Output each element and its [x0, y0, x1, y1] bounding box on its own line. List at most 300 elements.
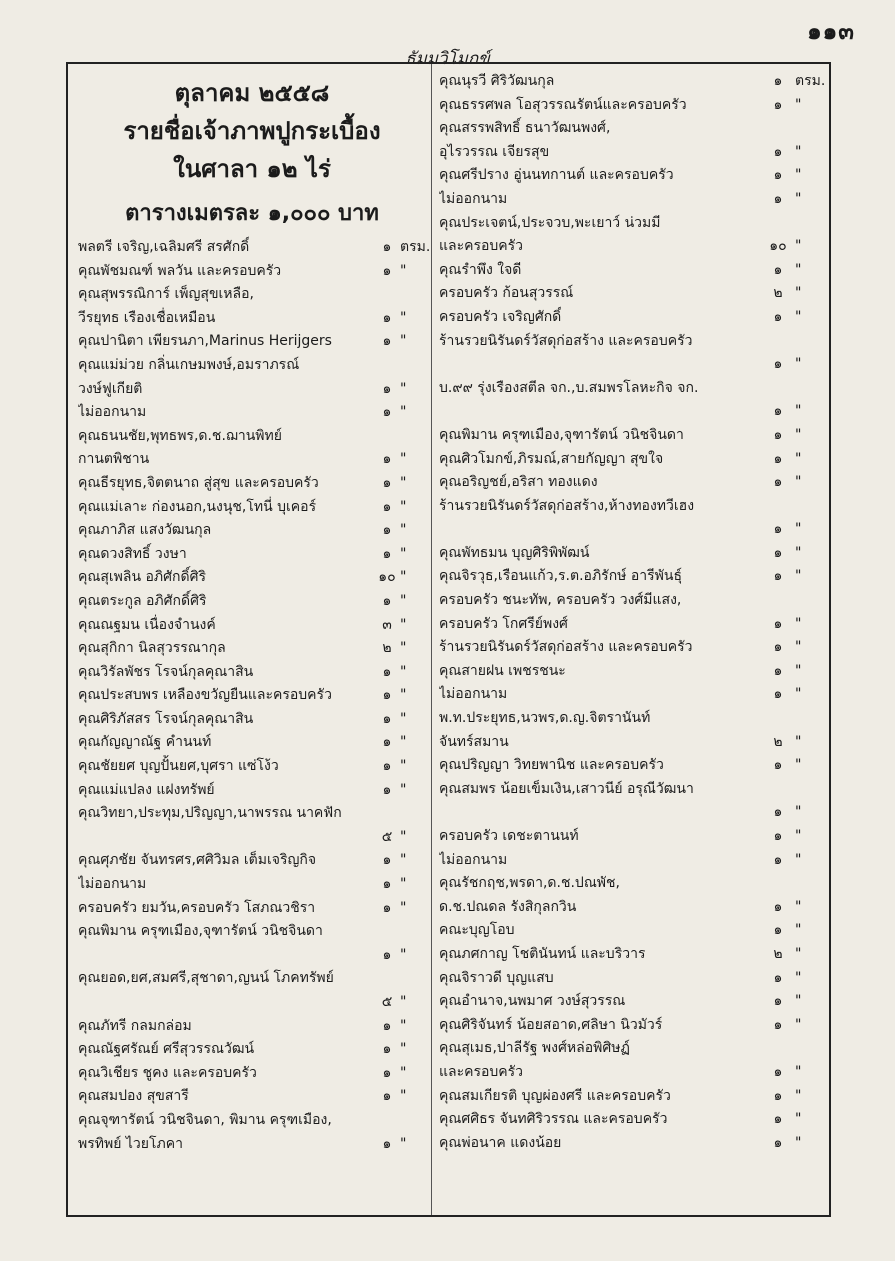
donor-list-frame [66, 62, 831, 1217]
donor-qty: ๒ [382, 640, 392, 657]
donor-qty: ๓ [382, 616, 392, 633]
donor-name: ร้านรวยนิรันดร์วัสดุก่อสร้าง,ห้างทองทวีเฮง [439, 497, 695, 514]
donor-name: คุณศิริภัสสร โรจน์กุลคุณาสิน [78, 710, 254, 727]
donor-unit: " [795, 190, 802, 207]
donor-name: ไม่ออกนาม [78, 876, 147, 893]
donor-row [439, 94, 823, 118]
donor-row [78, 425, 424, 449]
donor-qty: ๑ [382, 663, 392, 680]
donor-name: คุณวิทยา,ประทุม,ปริญญา,นาพรรณ นาคฟัก [78, 805, 342, 822]
donor-name: คุณณัฐศรัณย์ ศรีสุวรรณวัฒน์ [78, 1041, 255, 1058]
donor-row [439, 1132, 823, 1156]
donor-name: คุณนุรวี ศิริวัฒนกุล [439, 73, 555, 89]
donor-row [439, 707, 823, 731]
donor-row [78, 967, 424, 991]
donor-name: คุณศรีปราง อู่นนทกานต์ และครอบครัว [439, 167, 674, 184]
donor-qty: ๑ [382, 545, 392, 562]
donor-row [439, 495, 823, 519]
donor-qty: ๕ [381, 994, 393, 1010]
donor-name: คุณปานิตา เพียรนภา,Marinus Herijgers [78, 333, 332, 350]
donor-row [78, 1109, 424, 1133]
donor-row [439, 212, 823, 236]
donor-qty: ๑ [773, 426, 783, 443]
donor-unit: " [400, 946, 407, 963]
donor-name: คุณศิวโมกข์,ภิรมณ์,สายกัญญา สุขใจ [439, 450, 664, 467]
donor-row [439, 660, 823, 684]
donor-unit: " [400, 333, 407, 350]
donor-row [78, 283, 424, 307]
donor-row [78, 1133, 424, 1157]
donor-unit: " [400, 616, 407, 633]
donor-row [78, 448, 424, 472]
donor-qty: ๑ [382, 309, 392, 326]
donor-qty: ๒ [773, 945, 783, 962]
donor-name: กานตพิชาน [78, 451, 150, 468]
donor-unit: " [795, 898, 802, 915]
donor-row [439, 164, 823, 188]
donor-name: คุณจุฑารัตน์ วนิชจินดา, พิมาน ครุฑเมือง, [78, 1111, 332, 1128]
donor-name: บ.๙๙ รุ่งเรืองสตีล จก.,บ.สมพรโลหะกิจ จก. [439, 379, 699, 396]
donor-qty: ๑ [773, 544, 783, 561]
donor-unit: " [400, 640, 407, 657]
donor-name: คุณพิมาน ครุฑเมือง,จุฑารัตน์ วนิชจินดา [78, 923, 323, 940]
donor-qty: ๕ [381, 828, 393, 845]
donor-qty: ๑ [773, 662, 783, 679]
donor-row [439, 424, 823, 448]
donor-name: คุณสรรพสิทธิ์ ธนาวัฒนพงศ์, [439, 120, 611, 137]
donor-name: ด.ช.ปณดล รังสิกุลกวิน [439, 898, 577, 915]
donor-name: คุณตระกูล อภิศักดิ์ศิริ [78, 592, 207, 609]
donor-qty: ๑ [773, 639, 783, 656]
donor-row [78, 637, 424, 661]
donor-row [78, 802, 424, 826]
donor-qty: ๑ [382, 262, 392, 279]
donor-unit: " [795, 615, 802, 632]
donor-qty: ๑ [382, 876, 392, 893]
donor-row [78, 236, 431, 260]
donor-row [439, 1037, 823, 1061]
donor-unit: " [795, 426, 802, 443]
donor-unit: " [795, 945, 802, 962]
donor-qty: ๑ [773, 615, 783, 632]
donor-row [439, 70, 826, 94]
donor-row [439, 306, 823, 330]
donor-name: จันทร์สมาน [439, 733, 509, 750]
donor-row [439, 754, 823, 778]
donor-row [78, 779, 424, 803]
donor-row [439, 235, 823, 259]
donor-unit: " [795, 285, 802, 302]
donor-name: อุไรวรรณ เจียรสุข [439, 143, 550, 160]
donor-name: คุณสายฝน เพชรชนะ [439, 662, 566, 679]
donor-unit: " [400, 380, 407, 397]
donor-unit: " [795, 969, 802, 986]
donor-row [439, 259, 823, 283]
donor-qty: ๑ [382, 710, 392, 727]
donor-row [78, 1085, 424, 1109]
donor-name: ไม่ออกนาม [439, 190, 508, 207]
donor-row [439, 141, 823, 165]
donor-qty: ๑ [773, 1134, 783, 1151]
donor-unit: " [400, 569, 407, 586]
donor-name: ครอบครัว ก้อนสุวรรณ์ [439, 285, 574, 302]
donor-qty: ๑ [773, 898, 783, 915]
donor-name: คุณวิเชียร ชูคง และครอบครัว [78, 1064, 257, 1081]
donor-name: คณะบุญโอบ [439, 922, 515, 939]
donor-qty: ๑ [382, 734, 392, 751]
donor-qty: ๑ [773, 474, 783, 491]
donor-qty: ๑ [773, 143, 783, 160]
donor-row [439, 943, 823, 967]
donor-qty: ๑ [773, 1016, 783, 1033]
donor-name: คุณธรรศพล โอสุวรรณรัตน์และครอบครัว [439, 96, 687, 113]
donor-unit: " [400, 404, 407, 421]
donor-name: คุณสุเมธ,ปาลีรัฐ พงศ์หล่อพิศิษฏ์ [439, 1040, 630, 1057]
donor-unit: " [400, 828, 407, 845]
donor-name: คุณสมเกียรติ บุญผ่องศรี และครอบครัว [439, 1087, 671, 1104]
donor-row [78, 920, 424, 944]
donor-unit: " [795, 804, 802, 821]
donor-name: คุณปริญญา วิทยพานิช และครอบครัว [439, 757, 664, 774]
donor-row [439, 589, 823, 613]
donor-name: คุณรำพึง ใจดี [439, 261, 522, 278]
donor-qty: ๑ [773, 261, 783, 278]
donor-name: คุณประเจตน์,ประจวบ,พะเยาว์ น่วมมี [439, 214, 661, 231]
donor-qty: ๑ [382, 1041, 392, 1058]
title-heading: รายชื่อเจ้าภาพปูกระเบื้อง [123, 117, 381, 145]
donor-unit: " [795, 1063, 802, 1080]
donor-name: คุณกัญญาณัฐ คำนนท์ [78, 734, 212, 751]
donor-unit: " [400, 687, 407, 704]
donor-qty: ๑ [773, 686, 783, 703]
donor-name: คุณธีรยุทธ,จิตตนาถ สู่สุข และครอบครัว [78, 474, 319, 491]
donor-unit: " [400, 1135, 407, 1152]
donor-row [78, 260, 424, 284]
donor-qty: ๑ [773, 1087, 783, 1104]
donor-row [78, 991, 424, 1015]
donor-qty: ๑ [773, 190, 783, 207]
donor-qty: ๑ [382, 1064, 392, 1081]
donor-name: คุณสุเพลิน อภิศักดิ์ศิริ [78, 569, 207, 586]
donor-qty: ๑ [382, 1088, 392, 1105]
donor-row [439, 188, 823, 212]
donor-row [78, 1015, 424, 1039]
donor-row [78, 472, 424, 496]
donor-unit: " [400, 663, 407, 680]
donor-name: คุณสุกิกา นิลสุวรรณากุล [78, 640, 226, 657]
donor-row [439, 613, 823, 637]
donor-unit: " [400, 262, 407, 279]
donor-name: คุณแม่ม่วย กลิ่นเกษมพงษ์,อมราภรณ์ [78, 356, 300, 373]
donor-name: ไม่ออกนาม [78, 404, 147, 421]
donor-name: คุณสุพรรณิการ์ เพ็ญสุขเหลือ, [78, 286, 254, 303]
donor-row [78, 873, 424, 897]
donor-qty: ๑ [773, 73, 783, 89]
donor-unit: " [795, 238, 802, 255]
donor-row [78, 401, 424, 425]
right-donor-column [439, 70, 826, 1155]
donor-qty: ๑ [773, 804, 783, 821]
donor-unit: " [795, 639, 802, 656]
donor-qty: ๒ [773, 733, 783, 750]
donor-qty: ๑ [773, 356, 783, 373]
donor-row [78, 849, 424, 873]
donor-name: ครอบครัว ชนะทัพ, ครอบครัว วงศ์มีแสง, [439, 592, 682, 609]
donor-name: ครอบครัว โกศรีย์พงศ์ [439, 615, 568, 632]
donor-name: คุณแม่แปลง แฝงทรัพย์ [78, 781, 215, 798]
donor-unit: " [400, 710, 407, 727]
donor-unit: " [795, 757, 802, 774]
donor-unit: " [795, 828, 802, 844]
donor-qty: ๑ [773, 450, 783, 467]
donor-row [78, 590, 424, 614]
donor-unit: " [795, 403, 802, 420]
donor-name: ร้านรวยนิรันดร์วัสดุก่อสร้าง และครอบครัว [439, 332, 693, 349]
donor-qty: ๑ [773, 568, 783, 585]
donor-qty: ๑ [382, 946, 392, 963]
donor-name: พรทิพย์ ไวยโภคา [78, 1135, 183, 1152]
donor-unit: " [400, 309, 407, 326]
donor-qty: ๑ [382, 852, 392, 869]
donor-name: ครอบครัว เจริญศักดิ์ [439, 308, 562, 325]
donor-unit: " [795, 568, 802, 585]
donor-qty: ๑ [382, 451, 392, 468]
donor-name: และครอบครัว [439, 238, 524, 255]
donor-name: ร้านรวยนิรันดร์วัสดุก่อสร้าง และครอบครัว [439, 639, 693, 656]
donor-row [439, 565, 823, 589]
donor-name: ไม่ออกนาม [439, 851, 508, 868]
donor-unit: " [795, 922, 802, 939]
donor-qty: ๑ [382, 498, 392, 515]
donor-row [78, 1038, 424, 1062]
donor-qty: ๑ [773, 922, 783, 939]
donor-name: คุณจิรวุธ,เรือนแก้ว,ร.ต.อภิรักษ์ อารีพันธุ์ [439, 568, 682, 585]
donor-row [439, 990, 823, 1014]
donor-row [78, 684, 424, 708]
donor-name: คุณพิมาน ครุฑเมือง,จุฑารัตน์ วนิชจินดา [439, 426, 684, 443]
donor-row [439, 801, 823, 825]
donor-row [78, 496, 424, 520]
donor-name: คุณธนนชัย,พุทธพร,ด.ช.ฌานพิทย์ [78, 427, 282, 444]
donor-name: คุณภศกาญ โชตินันทน์ และบริวาร [439, 945, 646, 962]
donor-name: คุณดวงสิทธิ์ วงษา [78, 545, 187, 562]
donor-qty: ๑ [382, 404, 392, 421]
donor-row [439, 778, 823, 802]
donor-name: คุณศิริจันทร์ น้อยสอาด,ศลิษา นิวมัวร์ [439, 1016, 663, 1033]
donor-unit: " [795, 261, 802, 278]
donor-row [439, 731, 823, 755]
donor-row [439, 353, 823, 377]
donor-name: คุณอริญชย์,อริสา ทองแดง [439, 474, 598, 491]
donor-qty: ๑ [382, 474, 392, 491]
donor-row [439, 896, 823, 920]
donor-row [439, 471, 823, 495]
donor-row [439, 683, 823, 707]
donor-name: วงษ์ฟูเกียติ [78, 380, 143, 397]
donor-qty: ๑ [773, 521, 783, 538]
donor-qty: ๑ [773, 828, 783, 844]
column-divider [431, 64, 432, 1215]
donor-qty: ๑ [773, 403, 783, 420]
donor-row [439, 1014, 823, 1038]
donor-row [78, 330, 424, 354]
donor-unit: " [795, 1134, 802, 1151]
donor-row [439, 518, 823, 542]
donor-name: คุณภาภิส แสงวัฒนกุล [78, 522, 212, 539]
donor-qty: ๑ [773, 96, 783, 113]
donor-name: คุณรัชกฤช,พรดา,ด.ช.ปณพัช, [439, 875, 620, 892]
donor-name: พ.ท.ประยุทธ,นวพร,ด.ญ.จิตรานันท์ [439, 710, 651, 727]
donor-qty: ๑ [773, 993, 783, 1010]
donor-row [78, 378, 424, 402]
donor-row [78, 519, 424, 543]
donor-qty: ๑ [773, 757, 783, 774]
donor-qty: ๑๐ [769, 238, 787, 255]
donor-unit: " [400, 876, 407, 893]
donor-name: ครอบครัว ยมวัน,ครอบครัว โสภณวชิรา [78, 899, 316, 916]
donor-qty: ๑ [773, 1063, 783, 1080]
donor-row [78, 826, 424, 850]
donor-row [78, 731, 424, 755]
donor-qty: ๑ [382, 781, 392, 798]
donor-row [439, 448, 823, 472]
donor-unit: " [400, 1064, 407, 1081]
donor-row [439, 377, 823, 401]
donor-name: ไม่ออกนาม [439, 686, 508, 703]
donor-unit: " [400, 758, 407, 775]
donor-unit: " [795, 662, 802, 679]
page-number: ๑๑๓ [807, 19, 855, 45]
donor-row [439, 1085, 823, 1109]
donor-row [78, 661, 424, 685]
donor-unit: " [400, 522, 407, 539]
title-block [82, 74, 422, 232]
donor-name: และครอบครัว [439, 1063, 524, 1080]
donor-unit: " [795, 356, 802, 373]
donor-unit: " [400, 474, 407, 491]
donor-row [78, 614, 424, 638]
donor-unit: ตรม. [795, 73, 826, 89]
donor-unit: " [795, 733, 802, 750]
donor-name: วีรยุทธ เรืองเชื่อเหมือน [78, 309, 216, 326]
donor-name: คุณประสบพร เหลืองขวัญยืนและครอบครัว [78, 687, 332, 704]
donor-name: คุณแม่เลาะ ก่องนอก,นงนุช,โทนี่ บุเคอร์ [78, 498, 317, 515]
donor-unit: " [795, 167, 802, 184]
donor-unit: " [795, 474, 802, 491]
donor-row [78, 897, 424, 921]
donor-row [439, 542, 823, 566]
donor-qty: ๑ [382, 592, 392, 609]
donor-qty: ๑ [382, 758, 392, 775]
donor-name: คุณพ่อนาค แดงน้อย [439, 1134, 562, 1151]
donor-unit: " [795, 1016, 802, 1033]
donor-row [439, 1061, 823, 1085]
donor-row [439, 1108, 823, 1132]
donor-unit: ตรม. [400, 239, 431, 255]
header-title: ธัมมวิโมกข์ [405, 49, 490, 69]
donor-row [439, 400, 823, 424]
donor-qty: ๑ [382, 1135, 392, 1152]
donor-row [78, 944, 424, 968]
donor-unit: " [400, 899, 407, 916]
donor-name: คุณจิราวดี บุญแสบ [439, 969, 554, 986]
donor-row [439, 872, 823, 896]
donor-unit: " [400, 852, 407, 869]
donor-unit: " [400, 1017, 407, 1034]
donor-unit: " [795, 851, 802, 868]
donor-qty: ๑ [773, 167, 783, 184]
donor-qty: ๑ [773, 1111, 783, 1128]
donor-qty: ๑๐ [378, 569, 396, 586]
donor-row [78, 566, 424, 590]
donor-unit: " [400, 1041, 407, 1058]
donor-row [439, 117, 823, 141]
donor-qty: ๑ [382, 380, 392, 397]
donor-name: คุณศศิธร จันทศิริวรรณ และครอบครัว [439, 1111, 668, 1128]
donor-qty: ๑ [382, 899, 392, 916]
donor-row [439, 967, 823, 991]
donor-name: คุณณฐมน เนื่องจำนงค์ [78, 616, 216, 633]
title-price: ตารางเมตรละ ๑,๐๐๐ บาท [125, 201, 379, 226]
donor-unit: " [795, 1111, 802, 1128]
donor-name: คุณพัทธมน บุญศิริพิพัฒน์ [439, 544, 590, 561]
donor-unit: " [400, 451, 407, 468]
left-donor-column [78, 236, 431, 1156]
donor-row [78, 708, 424, 732]
donor-qty: ๑ [773, 969, 783, 986]
title-date: ตุลาคม ๒๕๕๘ [174, 79, 330, 107]
donor-unit: " [795, 1087, 802, 1104]
donor-qty: ๑ [773, 851, 783, 868]
donor-unit: " [400, 498, 407, 515]
donor-row [439, 636, 823, 660]
donor-qty: ๑ [382, 687, 392, 704]
donor-qty: ๑ [382, 522, 392, 539]
donor-unit: " [795, 143, 802, 160]
donor-name: คุณสมพร น้อยเข็มเงิน,เสาวนีย์ อรุณีวัฒนา [439, 780, 694, 797]
donor-qty: ๑ [382, 333, 392, 350]
donor-unit: " [795, 993, 802, 1010]
donor-unit: " [795, 450, 802, 467]
donor-unit: " [400, 734, 407, 751]
donor-unit: " [400, 781, 407, 798]
donor-name: คุณยอด,ยศ,สมศรี,สุชาดา,ญนน์ โภคทรัพย์ [78, 970, 334, 987]
donor-name: คุณสมปอง สุขสารี [78, 1088, 189, 1105]
donor-name: พลตรี เจริญ,เฉลิมศรี สรศักดิ์ [78, 239, 250, 255]
donor-unit: " [400, 592, 407, 609]
donor-unit: " [795, 96, 802, 113]
donor-qty: ๑ [773, 308, 783, 325]
donor-row [439, 282, 823, 306]
donor-name: คุณอำนาจ,นพมาศ วงษ์สุวรรณ [439, 993, 626, 1010]
donor-row [78, 543, 424, 567]
donor-row [439, 919, 823, 943]
donor-unit: " [795, 521, 802, 538]
donor-name: คุณวิรัลพัชร โรจน์กุลคุณาสิน [78, 663, 254, 680]
donor-row [439, 825, 823, 849]
donor-name: ครอบครัว เดชะตานนท์ [439, 828, 579, 844]
donor-qty: ๒ [773, 285, 783, 302]
donor-row [78, 755, 424, 779]
donor-unit: " [400, 994, 407, 1010]
donor-row [78, 307, 424, 331]
donor-name: คุณพัชมณฑ์ พลวัน และครอบครัว [78, 262, 282, 279]
donor-unit: " [400, 545, 407, 562]
donor-unit: " [795, 308, 802, 325]
donor-name: คุณชัยยศ บุญปั้นยศ,บุศรา แซ่โง้ว [78, 758, 279, 775]
title-location: ในศาลา ๑๒ ไร่ [173, 155, 331, 183]
donor-qty: ๑ [382, 1017, 392, 1034]
